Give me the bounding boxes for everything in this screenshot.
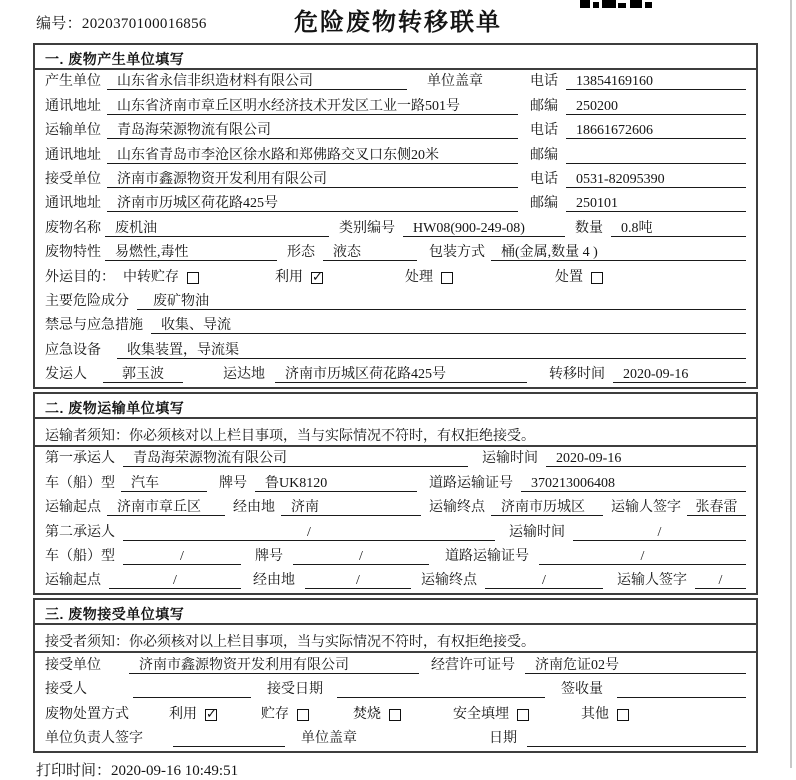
row-receiver (35, 168, 756, 192)
date-label: 日期 (489, 730, 517, 746)
address-label: 通讯地址 (45, 98, 101, 114)
category-value: HW08(900-249-08) (403, 220, 565, 237)
option-disposal-landfill: 安全填埋 (453, 706, 529, 723)
row-chief-sign (35, 727, 756, 751)
sign2-label: 运输人签字 (617, 573, 687, 589)
row-taboo (35, 314, 756, 338)
row-equipment (35, 338, 756, 362)
recipient-value (133, 681, 251, 698)
purpose-label: 外运目的： (45, 269, 115, 285)
amount-value (617, 681, 746, 698)
chief-sign-label: 单位负责人签字 (45, 730, 143, 746)
quantity-value: 0.8吨 (611, 220, 746, 237)
sign2-value: / (695, 572, 746, 589)
row-waste-trait (35, 241, 756, 265)
date-value (527, 730, 746, 747)
producer-phone-value: 13854169160 (566, 73, 746, 90)
taboo-label: 禁忌与应急措施 (45, 318, 143, 334)
section1-title: 一. 废物产生单位填写 (35, 45, 756, 70)
trait-value: 易燃性,毒性 (105, 244, 277, 261)
checkbox-transfer-storage (187, 272, 199, 284)
transporter-value: 青岛海荣源物流有限公司 (107, 122, 518, 139)
vehicle2-value: / (123, 548, 241, 565)
checkbox-disposal-incinerate (389, 709, 401, 721)
receiver-notice: 接受者须知：你必须核对以上栏目事项，当与实际情况不符时，有权拒绝接受。 (35, 625, 756, 653)
transporter-phone-value: 18661672606 (566, 122, 746, 139)
scan-edge-line (790, 0, 792, 768)
waste-name-label: 废物名称 (45, 220, 101, 236)
carrier2-value: / (123, 524, 495, 541)
row-carrier2 (35, 520, 756, 544)
qr-code-fragment-icon (580, 0, 652, 10)
origin2-value: / (109, 572, 241, 589)
option-dispose: 处置 (555, 269, 603, 286)
accept-date-value (337, 681, 545, 698)
equipment-label: 应急设备 (45, 342, 101, 358)
plate1-value: 鲁UK8120 (255, 475, 417, 492)
row-purpose (35, 265, 756, 289)
receiver-zip-value: 250101 (566, 195, 746, 212)
row-transporter-address (35, 143, 756, 167)
time1-value: 2020-09-16 (546, 450, 746, 467)
sign1-value: 张春雷 (687, 499, 746, 516)
hazard-label: 主要危险成分 (45, 293, 129, 309)
trait-label: 废物特性 (45, 245, 101, 261)
option-treat: 处理 (405, 269, 453, 286)
option-transfer-storage: 中转贮存 (123, 269, 199, 286)
transfer-time-value: 2020-09-16 (613, 366, 746, 383)
packing-value: 桶(金属,数量 4 ) (491, 244, 746, 261)
plate2-value: / (293, 548, 429, 565)
manifest-table (33, 43, 758, 753)
zip-label: 邮编 (530, 196, 558, 212)
producer-value: 山东省永信非织造材料有限公司 (107, 73, 407, 90)
receiver-label: 接受单位 (45, 171, 101, 187)
option-disposal-utilize: 利用 ✓ (169, 706, 217, 722)
option-disposal-incinerate: 焚烧 (353, 706, 401, 723)
option-disposal-other: 其他 (581, 706, 629, 723)
quantity-label: 数量 (575, 220, 603, 236)
carrier1-label: 第一承运人 (45, 451, 115, 467)
vehicle1-label: 车（船）型 (45, 475, 115, 491)
producer-zip-value: 250200 (566, 98, 746, 115)
license2-value: / (539, 548, 746, 565)
license1-value: 370213006408 (521, 475, 746, 492)
row-vehicle2 (35, 545, 756, 569)
row-shipper (35, 363, 756, 387)
section-transporter (33, 392, 758, 595)
row-disposal (35, 702, 756, 726)
transporter-label: 运输单位 (45, 123, 101, 139)
form-value: 液态 (323, 244, 417, 261)
row-carrier1 (35, 447, 756, 471)
form-label: 形态 (287, 245, 315, 261)
end2-label: 运输终点 (421, 573, 477, 589)
checkbox-disposal-storage (297, 709, 309, 721)
section2-title: 二. 废物运输单位填写 (35, 394, 756, 419)
shipper-value: 郭玉波 (103, 366, 183, 383)
receive-unit-label: 接受单位 (45, 657, 101, 673)
section-producer (33, 43, 758, 389)
permit-value: 济南危证02号 (525, 657, 746, 674)
row-recipient (35, 678, 756, 702)
unit-seal-label: 单位盖章 (427, 74, 483, 90)
phone-label: 电话 (530, 123, 558, 139)
license1-label: 道路运输证号 (429, 475, 513, 491)
checkbox-treat (441, 272, 453, 284)
time1-label: 运输时间 (482, 451, 538, 467)
checkbox-disposal-utilize: ✓ (206, 706, 217, 722)
checkbox-disposal-other (617, 709, 629, 721)
carrier1-value: 青岛海荣源物流有限公司 (123, 450, 468, 467)
row-receive-unit (35, 653, 756, 677)
receiver-phone-value: 0531-82095390 (566, 171, 746, 188)
section3-title: 三. 废物接受单位填写 (35, 600, 756, 625)
receiver-address-value: 济南市历城区荷花路425号 (107, 195, 518, 212)
carrier2-label: 第二承运人 (45, 524, 115, 540)
page-title: 危险废物转移联单 (294, 9, 502, 36)
transporter-address-value: 山东省青岛市李沧区徐水路和郑佛路交叉口东侧20米 (107, 147, 518, 164)
option-disposal-storage: 贮存 (261, 706, 309, 723)
checkbox-dispose (591, 272, 603, 284)
serial-label: 编号： (36, 16, 82, 32)
row-route2 (35, 569, 756, 593)
transporter-notice: 运输者须知：你必须核对以上栏目事项，当与实际情况不符时，有权拒绝接受。 (35, 419, 756, 447)
disposal-label: 废物处置方式 (45, 706, 129, 722)
address-label: 通讯地址 (45, 147, 101, 163)
plate2-label: 牌号 (255, 549, 283, 565)
receiver-value: 济南市鑫源物资开发利用有限公司 (107, 171, 518, 188)
plate1-label: 牌号 (219, 475, 247, 491)
shipper-label: 发运人 (45, 367, 87, 383)
origin1-label: 运输起点 (45, 500, 101, 516)
amount-label: 签收量 (561, 682, 603, 698)
license2-label: 道路运输证号 (445, 549, 529, 565)
producer-label: 产生单位 (45, 74, 101, 90)
end2-value: / (485, 572, 603, 589)
zip-label: 邮编 (530, 98, 558, 114)
end1-label: 运输终点 (429, 500, 485, 516)
transfer-time-label: 转移时间 (549, 367, 605, 383)
unit-seal-label: 单位盖章 (301, 730, 357, 746)
origin2-label: 运输起点 (45, 573, 101, 589)
phone-label: 电话 (530, 171, 558, 187)
transporter-zip-value (566, 147, 746, 164)
row-waste-name (35, 216, 756, 240)
option-utilize: 利用 ✓ (275, 269, 323, 285)
vehicle2-label: 车（船）型 (45, 549, 115, 565)
via2-value: / (305, 572, 411, 589)
row-producer-address (35, 94, 756, 118)
recipient-label: 接受人 (45, 682, 87, 698)
print-time-value: 2020-09-16 10:49:51 (111, 762, 239, 779)
via1-value: 济南 (281, 499, 421, 516)
zip-label: 邮编 (530, 147, 558, 163)
row-producer (35, 70, 756, 94)
taboo-value: 收集、导流 (151, 317, 746, 334)
address-label: 通讯地址 (45, 196, 101, 212)
print-time-label: 打印时间： (36, 762, 112, 779)
packing-label: 包装方式 (429, 245, 485, 261)
document-header (0, 0, 796, 43)
print-time (36, 759, 796, 780)
via1-label: 经由地 (233, 500, 275, 516)
equipment-value: 收集装置，导流渠 (117, 342, 746, 359)
hazard-value: 废矿物油 (137, 293, 746, 310)
permit-label: 经营许可证号 (431, 657, 515, 673)
row-vehicle1 (35, 471, 756, 495)
category-label: 类别编号 (339, 220, 395, 236)
end1-value: 济南市历城区 (491, 499, 603, 516)
origin1-value: 济南市章丘区 (107, 499, 225, 516)
sign1-label: 运输人签字 (611, 500, 681, 516)
waste-name-value: 废机油 (105, 220, 329, 237)
accept-date-label: 接受日期 (267, 682, 323, 698)
destination-label: 运达地 (223, 367, 265, 383)
serial-value: 2020370100016856 (81, 16, 207, 32)
chief-sign-value (173, 730, 285, 747)
section-receiver (33, 598, 758, 753)
row-receiver-address (35, 192, 756, 216)
checkbox-disposal-landfill (517, 709, 529, 721)
via2-label: 经由地 (253, 573, 295, 589)
time2-label: 运输时间 (509, 524, 565, 540)
checkbox-utilize: ✓ (312, 269, 323, 285)
producer-address-value: 山东省济南市章丘区明水经济技术开发区工业一路501号 (107, 98, 518, 115)
row-transporter (35, 119, 756, 143)
phone-label: 电话 (530, 74, 558, 90)
row-route1 (35, 496, 756, 520)
vehicle1-value: 汽车 (121, 475, 207, 492)
time2-value: / (573, 524, 746, 541)
destination-value: 济南市历城区荷花路425号 (275, 366, 527, 383)
receive-unit-value: 济南市鑫源物资开发利用有限公司 (129, 657, 419, 674)
row-hazard (35, 290, 756, 314)
